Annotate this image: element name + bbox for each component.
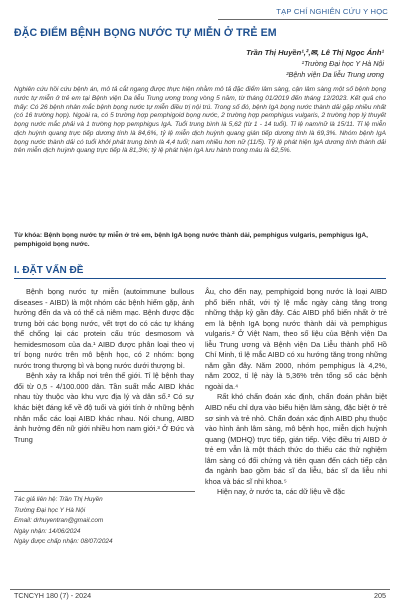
journal-header: TẠP CHÍ NGHIÊN CỨU Y HỌC xyxy=(276,7,388,16)
body-paragraph: Rất khó chẩn đoán xác định, chẩn đoán phân biệt AIBD nếu chỉ dựa vào biểu hiện lâm sàng, đặc biệt ở trẻ sơ sinh và trẻ nhỏ. Chẩn đoán xác định AIBD phụ thuộc vào hình ảnh lâm sàng, mô bệnh học, miễn dịch huỳnh quang (MDHQ) trực tiếp, gián tiếp. Việc điều trị AIBD ở trẻ em vẫn là một thách thức do thiếu các thử nghiệm lâm sàng có đối chứng và tiên quan đến cách tiếp cận đa ngành bao gồm bác sĩ da liễu, bác sĩ da liễu nhi khoa và bác sĩ nhi khoa.⁵ xyxy=(205,392,387,486)
body-column-right xyxy=(205,287,387,498)
body-paragraph: Âu, cho đến nay, pemphigoid bọng nước là loại AIBD phổ biến nhất, với tỷ lệ mắc ngày càng tăng trong những thập kỷ gần đây. Các AIBD phổ biến nhất ở trẻ em là bệnh IgA bọng nước thành dải và pemphigus vulgaris.² Ở Việt Nam, theo số liệu của Bệnh viện Da liễu Trung ương và Bệnh viện Da Liễu thành phố Hồ Chí Minh, tỉ lệ mắc AIBD có xu hướng tăng trong những năm gần đây. Năm 2000, nhóm pemphigus là 4,2%, năm 2002, tỉ lệ này là 5,36% trên tổng số các bệnh ngoài da.⁴ xyxy=(205,287,387,391)
keywords-block xyxy=(14,232,386,250)
section-rule xyxy=(14,278,386,279)
keywords-label: Từ khóa: xyxy=(14,232,43,239)
abstract-text: Nghiên cứu hồi cứu bệnh án, mô tả cắt ngang được thực hiện nhằm mô tả đặc điểm lâm sàng, cận lâm sàng một số bệnh bọng nước tự miễn ở trẻ em tại Bệnh viện Da liễu Trung ương trong vòng 5 năm, từ tháng 01/2019 đến tháng 12/2023. Kết quả cho thấy: Có 26 bệnh nhân mắc bệnh bọng nước tự miễn điều trị nội trú. Trong số đó, bệnh IgA bọng nước thành dải gặp nhiều nhất (có 16 trường hợp). Ngoài ra, có 5 trường hợp pemphigoid bọng nước, 2 trường hợp pemphigus vulgaris, 2 trường hợp lý thuyết bọng nước mắc phải và 1 trường hợp pemphigus IgA. Tuổi trung bình là 5,62 (từ 1 - 14 tuổi). Tỉ lệ nam/nữ là 15/11. Tỉ lệ miễn dịch huỳnh quang trực tiếp dương tính là 84,6%, tỷ lệ miễn dịch huỳnh quang gián tiếp dương tính là 69,3%. Nhóm bệnh IgA bọng nước thành dải có tuổi khởi phát trung bình là 4,4 tuổi; nam nhiều hơn nữ (11/5). Tỷ lệ phát hiện IgA dương tính thành dải trên miễn dịch huỳnh quang trực tiếp là 81,3%; tỷ lệ phát hiện IgA lưu hành trong máu là 62,5%. xyxy=(14,86,386,155)
footnote-email: Email: drhuyentran@gmail.com xyxy=(14,517,104,525)
body-paragraph: Bệnh xảy ra khắp nơi trên thế giới. Tỉ lệ bệnh thay đổi từ 0,5 - 4/100.000 dân. Tần suất mắc AIBD khác nhau tùy thuộc vào khu vực địa lý và dân số.² Có sự khác biệt đáng kể về độ tuổi và giới tính ở những bệnh nhân mắc các loại AIBD khác nhau. Nói chung, AIBD ảnh hưởng đến nữ giới nhiều hơn nam giới.³ Ở Đức và Trung xyxy=(14,371,194,444)
author-block xyxy=(246,47,384,80)
footnotes xyxy=(14,495,195,548)
affiliation-2: ²Bệnh viện Da liễu Trung ương xyxy=(286,70,384,79)
article-title: ĐẶC ĐIỂM BỆNH BỌNG NƯỚC TỰ MIỄN Ở TRẺ EM xyxy=(14,27,277,39)
footnote-rule xyxy=(14,491,195,492)
keywords-text: Bệnh bọng nước tự miễn ở trẻ em, bệnh IgA bọng nước thành dải, pemphigus vulgaris, pemphigus IgA, pemphigoid bọng nước. xyxy=(14,232,368,248)
footnote-accepted: Ngày được chấp nhận: 08/07/2024 xyxy=(14,538,113,546)
page-number: 205 xyxy=(374,591,386,600)
affiliation-1: ¹Trường Đại học Y Hà Nội xyxy=(301,59,384,68)
author-names: Trần Thị Huyền¹,²,✉, Lê Thị Ngọc Ánh¹ xyxy=(246,48,384,57)
footnote-contact: Tác giả liên hệ: Trần Thị Huyền xyxy=(14,496,103,503)
footnote-institution: Trường Đại học Y Hà Nội xyxy=(14,506,86,514)
body-column-left xyxy=(14,287,194,445)
footnote-received: Ngày nhận: 14/06/2024 xyxy=(14,527,81,535)
section-heading: I. ĐẶT VẤN ĐỀ xyxy=(14,265,84,276)
body-paragraph: Bệnh bọng nước tự miễn (autoimmune bullous diseases - AIBD) là một nhóm các bệnh hiếm gặp, ảnh hưởng đến da và có thể cả niêm mạc. Bệnh được đặc trưng bởi các bọng nước, vết trợt do có các tự kháng thể chống lại các protein cấu trúc desmosom và hemidesmosom của da.¹ AIBD được phân loại theo vị trí bọng nước trên mô bệnh học, có 2 nhóm: bọng nước trong thượng bì và bọng nước dưới thượng bì. xyxy=(14,287,194,370)
header-rule xyxy=(218,19,388,20)
footer-rule xyxy=(10,589,390,590)
journal-issue: TCNCYH 180 (7) - 2024 xyxy=(14,591,92,600)
body-paragraph: Hiện nay, ở nước ta, các dữ liệu về đặc xyxy=(217,487,345,497)
